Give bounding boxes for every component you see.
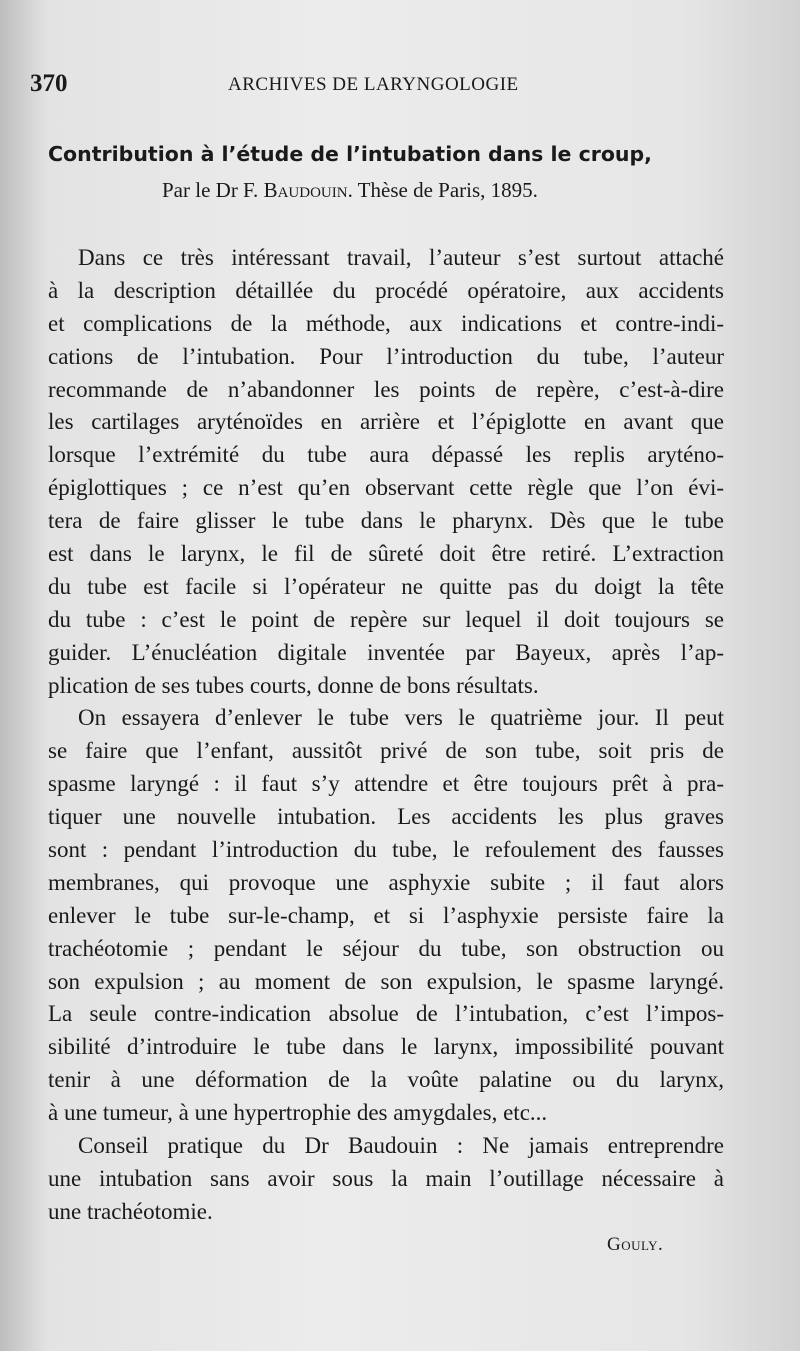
journal-title: ARCHIVES DE LARYNGOLOGIE bbox=[228, 74, 519, 95]
page-number: 370 bbox=[30, 70, 68, 97]
byline bbox=[162, 178, 538, 203]
running-head bbox=[30, 70, 730, 102]
text-line: du tube : c’est le point de repère sur lequel il doit toujours se bbox=[48, 606, 724, 632]
paragraph bbox=[48, 702, 724, 1130]
paragraph bbox=[48, 242, 724, 702]
text-line: plication de ses tubes courts, donne de bons résultats. bbox=[48, 672, 539, 698]
text-line: tera de faire glisser le tube dans le pharynx. Dès que le tube bbox=[48, 508, 724, 534]
paragraph bbox=[48, 1130, 724, 1229]
text-line: enlever le tube sur-le-champ, et si l’asphyxie persiste faire la bbox=[48, 902, 724, 928]
signature: Gouly. bbox=[607, 1234, 664, 1255]
text-line: Dans ce très intéressant travail, l’auteur s’est surtout attaché bbox=[78, 245, 724, 270]
text-line: et complications de la méthode, aux indications et contre-indi- bbox=[48, 310, 724, 336]
text-line: se faire que l’enfant, aussitôt privé de son tube, soit pris de bbox=[48, 738, 724, 764]
text-line: les cartilages aryténoïdes en arrière et l’épiglotte en avant que bbox=[48, 409, 724, 435]
text-line: lorsque l’extrémité du tube aura dépassé les replis aryténo- bbox=[48, 442, 724, 468]
text-line: tiquer une nouvelle intubation. Les accidents les plus graves bbox=[48, 804, 724, 830]
text-line: à la description détaillée du procédé opératoire, aux accidents bbox=[48, 277, 724, 303]
text-line: guider. L’énucléation digitale inventée par Bayeux, après l’ap- bbox=[48, 639, 724, 665]
text-line: Conseil pratique du Dr Baudouin : Ne jamais entreprendre bbox=[78, 1133, 724, 1159]
byline-suffix: . Thèse de Paris, 1895. bbox=[347, 178, 538, 202]
text-line: On essayera d’enlever le tube vers le quatrième jour. Il peut bbox=[78, 705, 724, 731]
text-line: épiglottiques ; ce n’est qu’en observant cette règle que l’on évi- bbox=[48, 475, 724, 501]
text-line: tenir à une déformation de la voûte palatine ou du larynx, bbox=[48, 1067, 724, 1093]
text-line: sont : pendant l’introduction du tube, le refoulement des fausses bbox=[48, 837, 724, 863]
text-line: à une tumeur, à une hypertrophie des amygdales, etc... bbox=[48, 1100, 548, 1126]
text-line: son expulsion ; au moment de son expulsion, le spasme laryngé. bbox=[48, 968, 724, 994]
text-line: spasme laryngé : il faut s’y attendre et être toujours prêt à pra- bbox=[48, 771, 724, 797]
text-line: est dans le larynx, le fil de sûreté doit être retiré. L’extraction bbox=[48, 541, 724, 567]
byline-author: Baudouin bbox=[263, 178, 348, 202]
text-line: recommande de n’abandonner les points de repère, c’est-à-dire bbox=[48, 376, 724, 402]
byline-prefix: Par le Dr F. bbox=[162, 178, 264, 202]
text-line: trachéotomie ; pendant le séjour du tube, son obstruction ou bbox=[48, 935, 724, 961]
text-line: sibilité d’introduire le tube dans le larynx, impossibilité pouvant bbox=[48, 1034, 724, 1060]
text-line: une intubation sans avoir sous la main l’outillage nécessaire à bbox=[48, 1165, 724, 1191]
text-line: La seule contre-indication absolue de l’intubation, c’est l’impos- bbox=[48, 1001, 724, 1027]
article-title: Contribution à l’étude de l’intubation dans le croup, bbox=[48, 142, 652, 166]
text-line: membranes, qui provoque une asphyxie subite ; il faut alors bbox=[48, 869, 724, 895]
text-line: cations de l’intubation. Pour l’introduction du tube, l’auteur bbox=[48, 343, 724, 369]
text-line: du tube est facile si l’opérateur ne quitte pas du doigt la tête bbox=[48, 573, 724, 599]
text-line: une trachéotomie. bbox=[48, 1198, 213, 1224]
article-body bbox=[48, 242, 724, 1229]
